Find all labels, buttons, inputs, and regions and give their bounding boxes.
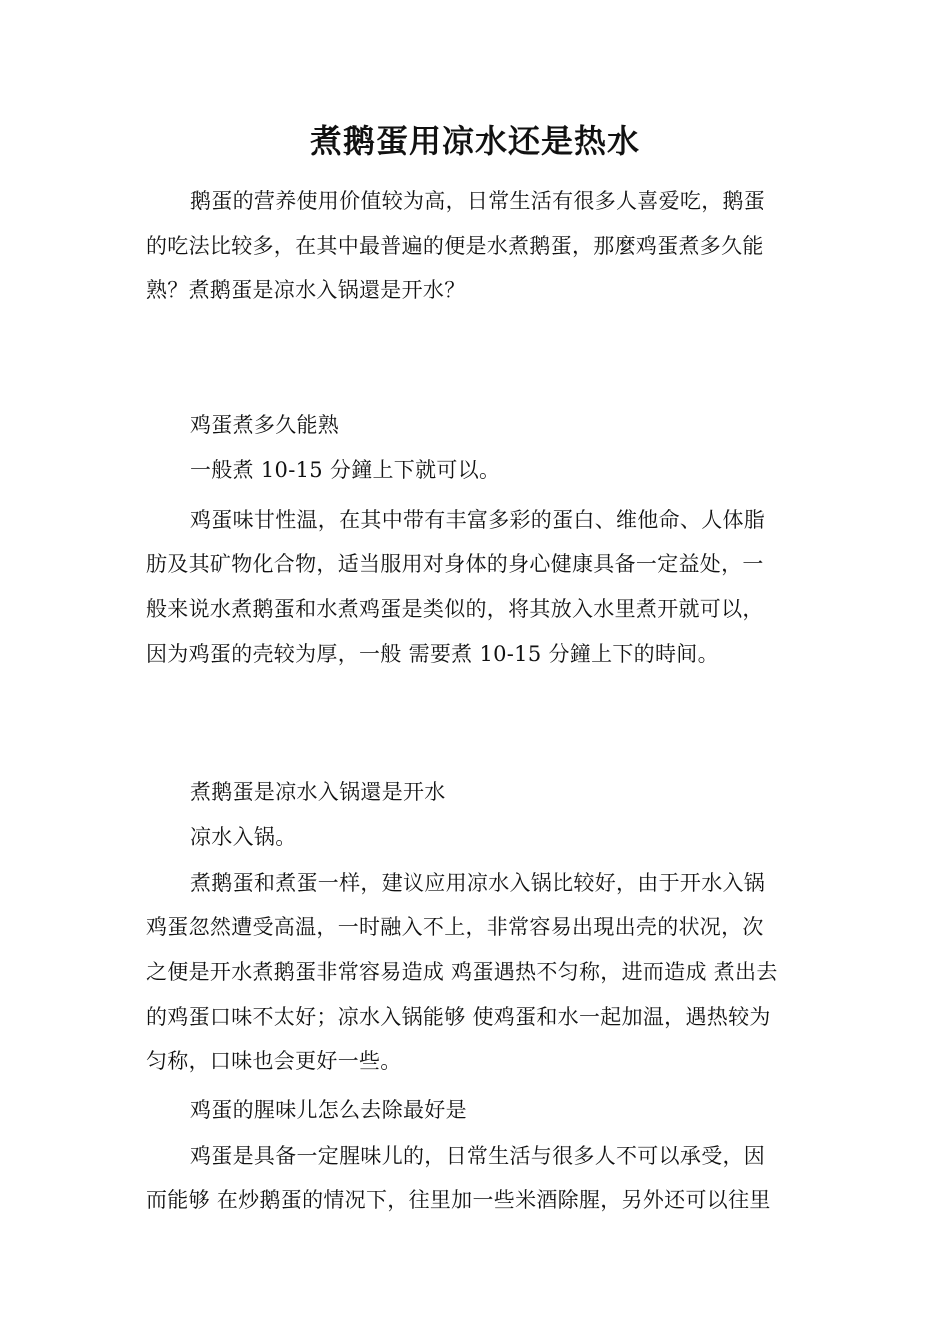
paragraph-line: 般来说水煮鹅蛋和水煮鸡蛋是类似的，将其放入水里煮开就可以，	[146, 597, 764, 621]
paragraph-line: 鸡蛋味甘性温，在其中带有丰富多彩的蛋白、维他命、人体脂	[190, 508, 766, 532]
section-heading: 煮鹅蛋是凉水入锅還是开水	[190, 780, 446, 804]
section-heading: 鸡蛋的腥味儿怎么去除最好是	[190, 1098, 467, 1122]
paragraph-line: 而能够 在炒鹅蛋的情况下，往里加一些米酒除腥，另外还可以往里	[146, 1188, 771, 1212]
paragraph-line: 之便是开水煮鹅蛋非常容易造成 鸡蛋遇热不匀称，进而造成 煮出去	[146, 960, 778, 984]
paragraph-line: 匀称，口味也会更好一些。	[146, 1049, 402, 1073]
paragraph-line: 肪及其矿物化合物，适当服用对身体的身心健康具备一定益处，一	[146, 552, 764, 576]
paragraph-line: 一般煮 10-15 分鐘上下就可以。	[190, 458, 501, 482]
paragraph-line: 的吃法比较多，在其中最普遍的便是水煮鹅蛋，那麼鸡蛋煮多久能	[146, 234, 764, 258]
paragraph-line: 鸡蛋是具备一定腥味儿的，日常生活与很多人不可以承受，因	[190, 1144, 766, 1168]
paragraph-line: 熟？煮鹅蛋是凉水入锅還是开水？	[146, 278, 466, 302]
paragraph-line: 煮鹅蛋和煮蛋一样，建议应用凉水入锅比较好，由于开水入锅	[190, 871, 766, 895]
document-title: 煮鹅蛋用凉水还是热水	[309, 122, 640, 160]
paragraph-line: 凉水入锅。	[190, 825, 297, 849]
paragraph-line: 的鸡蛋口味不太好；凉水入锅能够 使鸡蛋和水一起加温，遇热较为	[146, 1005, 771, 1029]
paragraph-line: 鹅蛋的营养使用价值较为高，日常生活有很多人喜爱吃，鹅蛋	[190, 189, 766, 213]
section-heading: 鸡蛋煮多久能熟	[190, 413, 340, 437]
paragraph-line: 鸡蛋忽然遭受高温，一时融入不上，非常容易出現出壳的状况，次	[146, 915, 764, 939]
paragraph-line: 因为鸡蛋的壳较为厚，一般 需要煮 10-15 分鐘上下的時间。	[146, 642, 719, 666]
